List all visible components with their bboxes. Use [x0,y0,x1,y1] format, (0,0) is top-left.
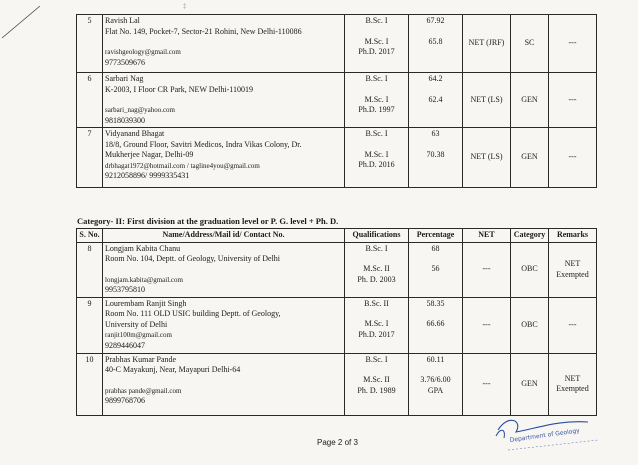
qualifications-cell [345,242,409,297]
remarks-value: NET Exempted [549,353,597,415]
header-percentage: Percentage [409,229,463,243]
qualification-phd: Ph.D. 1997 [358,105,395,114]
serial-number: 7 [77,128,103,188]
email-text: drbhagat1972@hotmail.com / tagline4you@gmail.com [105,161,260,170]
category-value: OBC [511,242,549,297]
category-value: GEN [511,353,549,415]
header-sno: S. No. [77,229,103,243]
table-header-row [77,229,597,243]
table-row [77,297,597,353]
page-number: Page 2 of 3 [317,438,358,447]
percentage-cell [409,15,463,73]
header-remarks: Remarks [549,229,597,243]
qualifications-cell [345,73,409,128]
table-row [77,73,597,128]
address-line: 18/8, Ground Floor, Savitri Medicos, Indra Vikas Colony, Dr. [105,139,302,149]
address-line: Mukherjee Nagar, Delhi-09 [105,150,194,159]
category-1-table [76,14,597,188]
net-status: NET (LS) [463,73,511,128]
net-status: --- [463,242,511,297]
candidate-name: Sarbari Nag [105,74,144,83]
phone-text: 9773509676 [105,57,145,67]
percentage-cell [409,128,463,188]
qualification-phd: Ph.D. 2017 [358,47,395,56]
candidate-name: Vidyanand Bhagat [105,129,165,138]
qualifications-cell [345,297,409,353]
percentage-ug: 67.92 [426,16,445,25]
department-stamp [478,410,618,460]
table-row [77,128,597,188]
candidate-name: Ravish Lal [105,16,140,25]
percentage-pg: 70.38 [426,149,445,159]
candidate-details [103,242,345,297]
net-status: --- [463,353,511,415]
corner-scratch-mark [0,0,80,40]
percentage-ug: 68 [431,243,440,253]
qualifications-cell [345,15,409,73]
percentage-ug: 64.2 [428,74,443,83]
qualification-ug: B.Sc. I [365,74,388,83]
candidate-details [103,128,345,188]
candidate-details [103,297,345,353]
qualification-pg: M.Sc. I [364,319,389,328]
email-text: ravishgeology@gmail.com [105,48,181,56]
remarks-value: --- [549,297,597,353]
percentage-ug: 63 [431,129,440,138]
phone-text: 9953795810 [105,285,145,294]
percentage-cell [409,353,463,415]
percentage-pg: 65.8 [428,36,443,46]
address-line: Room No. 111 OLD USIC building Deptt. of Geology, [105,309,281,318]
qualification-pg: M.Sc. I [364,94,389,104]
category-2-table [76,228,597,416]
header-category: Category [511,229,549,243]
percentage-pg: 56 [431,264,440,273]
address-line: Room No. 104, Deptt. of Geology, University of Delhi [105,254,281,263]
serial-number: 10 [77,353,103,415]
serial-number: 5 [77,15,103,73]
percentage-ug: 58.35 [426,298,445,308]
qualification-ug: B.Sc. I [365,354,388,364]
qualification-phd: Ph. D. 1989 [357,385,396,395]
candidate-details [103,353,345,415]
percentage-pg: 62.4 [428,94,443,104]
net-status: NET (LS) [463,128,511,188]
qualification-ug: B.Sc. I [365,129,388,138]
qualifications-cell [345,353,409,415]
email-text: longjam.kabita@gmail.com [105,275,183,284]
category-2-heading: Category- II: First division at the graduation level or P. G. level + Ph. D. [77,216,339,226]
remarks-value: --- [549,15,597,73]
serial-number: 9 [77,297,103,353]
percentage-ug: 60.11 [426,354,445,364]
remarks-value: --- [549,128,597,188]
qualification-pg: M.Sc. I [364,149,389,159]
stamp-text: Department of Geology [509,427,581,444]
table-row [77,15,597,73]
category-2-rows [77,242,597,415]
category-value: SC [511,15,549,73]
qualification-ug: B.Sc. I [365,16,388,25]
phone-text: 9212058896/ 9999335431 [105,171,190,180]
candidate-details [103,15,345,73]
category-value: GEN [511,73,549,128]
qualification-phd: Ph.D. 2016 [358,160,395,169]
percentage-note: GPA [427,385,444,395]
header-net: NET [463,229,511,243]
serial-number: 6 [77,73,103,128]
table-row [77,242,597,297]
net-status: --- [463,297,511,353]
email-text: ranjit100m@gmail.com [105,331,172,339]
email-text: prabhas pande@gmail.com [105,386,182,395]
candidate-name: Lourembam Ranjit Singh [105,298,187,308]
remarks-value: --- [549,73,597,128]
candidate-name: Longjam Kabita Chanu [105,243,181,253]
percentage-pg: 66.66 [426,319,445,328]
percentage-cell [409,242,463,297]
candidate-details [103,73,345,128]
email-text: sarbari_nag@yahoo.com [105,106,176,114]
table-row [77,353,597,415]
qualification-pg: M.Sc. I [364,36,389,46]
percentage-cell [409,73,463,128]
phone-text: 9289446047 [105,340,145,350]
candidate-name: Prabhas Kumar Pande [105,354,177,364]
address-line: 40-C Mayakunj, Near, Mayapuri Delhi-64 [105,365,241,374]
phone-text: 9899768706 [105,396,145,405]
phone-text: 9818039300 [105,115,145,125]
qualification-phd: Ph.D. 2017 [358,329,395,339]
qualification-pg: M.Sc. II [363,264,390,273]
address-line: Flat No. 149, Pocket-7, Sector-21 Rohini, New Delhi-110086 [105,26,302,36]
percentage-pg: 3.76/6.00 [420,375,451,384]
percentage-cell [409,297,463,353]
net-status: NET (JRF) [463,15,511,73]
header-qualifications: Qualifications [345,229,409,243]
serial-number: 8 [77,242,103,297]
qualification-phd: Ph. D. 2003 [357,274,396,284]
address-line: University of Delhi [105,319,168,329]
qualifications-cell [345,128,409,188]
address-line: K-2003, I Floor CR Park, NEW Delhi-110019 [105,84,253,94]
qualification-ug: B.Sc. II [364,298,389,308]
remarks-value: NET Exempted [549,242,597,297]
top-smudge: ‡ [183,2,187,10]
category-1-rows [77,15,597,188]
category-value: OBC [511,297,549,353]
qualification-ug: B.Sc. I [365,243,388,253]
qualification-pg: M.Sc. II [363,375,390,384]
category-value: GEN [511,128,549,188]
header-name: Name/Address/Mail id/ Contact No. [103,229,345,243]
